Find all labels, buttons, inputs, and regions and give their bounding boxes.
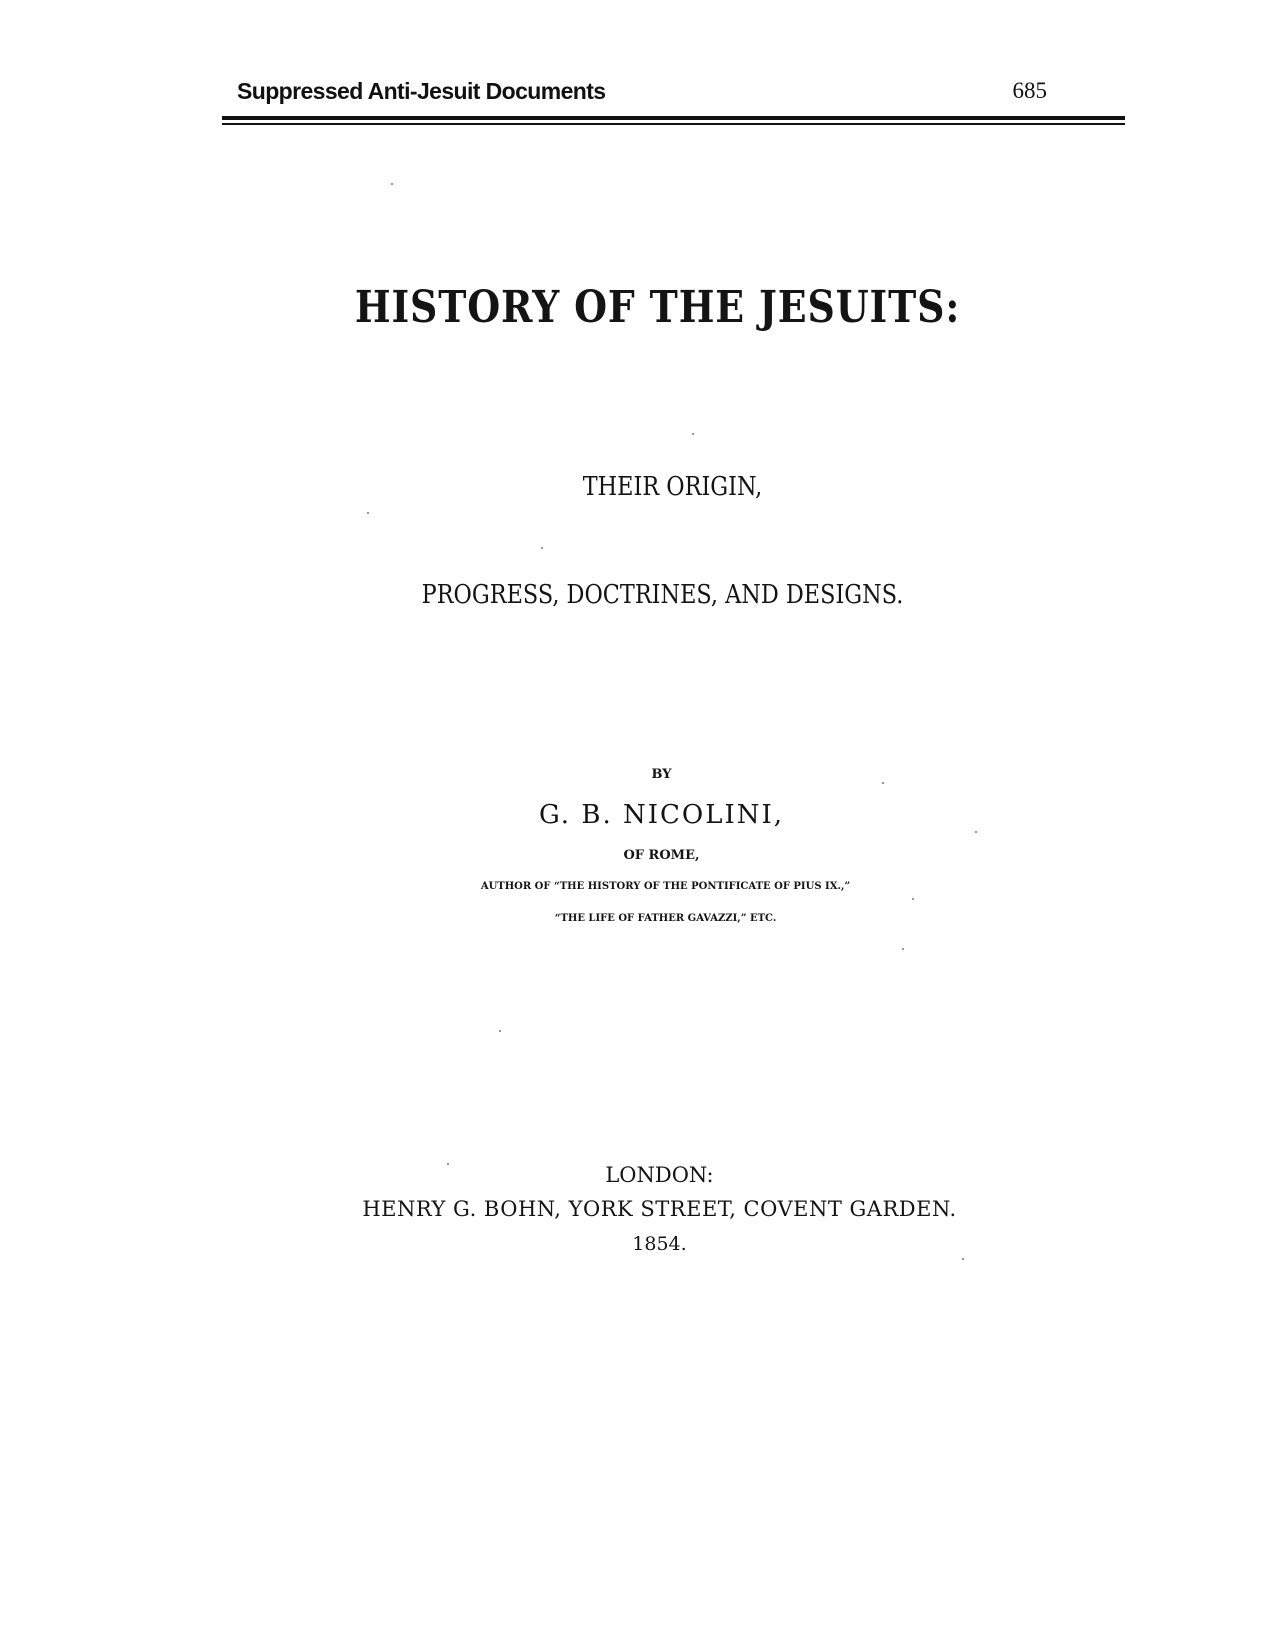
author-credit-line-2: “THE LIFE OF FATHER GAVAZZI,” ETC.: [554, 913, 777, 924]
scan-speck: [902, 948, 904, 950]
scan-speck: [975, 831, 977, 833]
subtitle-line-1: THEIR ORIGIN,: [582, 472, 763, 502]
scan-speck: [962, 1258, 964, 1260]
scan-speck: [447, 1163, 449, 1165]
by-line: BY: [651, 767, 672, 782]
running-title: Suppressed Anti-Jesuit Documents: [237, 78, 606, 104]
scan-speck: [882, 782, 884, 784]
imprint-publisher: HENRY G. BOHN, YORK STREET, COVENT GARDEN.: [362, 1197, 957, 1221]
scan-speck: [912, 898, 914, 900]
scan-speck: [692, 433, 694, 435]
author-credit-line-1: AUTHOR OF “THE HISTORY OF THE PONTIFICATE OF PIUS IX.,”: [480, 881, 851, 892]
scan-speck: [499, 1030, 501, 1032]
author-origin: OF ROME,: [623, 848, 700, 863]
page-number: 685: [1012, 78, 1047, 103]
imprint-year: 1854.: [632, 1233, 687, 1255]
scan-speck: [367, 512, 369, 514]
subtitle-line-2: PROGRESS, DOCTRINES, AND DESIGNS.: [421, 580, 904, 610]
scan-speck: [541, 547, 543, 549]
running-header: [237, 74, 1047, 114]
scan-speck: [391, 183, 393, 185]
author-name: G. B. NICOLINI,: [538, 800, 785, 830]
header-rule-thin: [222, 123, 1125, 125]
imprint-city: LONDON:: [605, 1163, 714, 1187]
header-rule-thick: [222, 116, 1125, 120]
book-title: HISTORY OF THE JESUITS:: [354, 282, 961, 333]
